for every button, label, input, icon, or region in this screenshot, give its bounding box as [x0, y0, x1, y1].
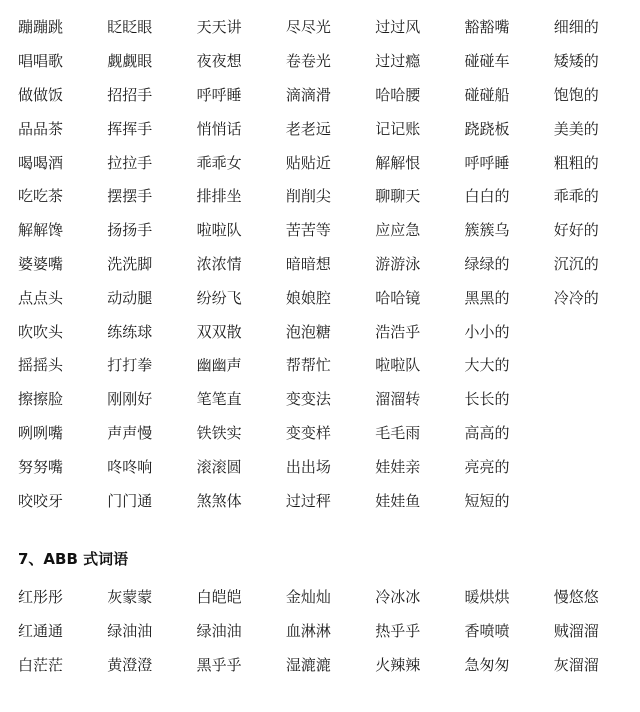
word-cell: 咧咧嘴	[18, 423, 64, 442]
word-cell: 娃娃鱼	[375, 491, 421, 510]
word-cell: 双双散	[196, 322, 242, 341]
word-cell: 摆摆手	[107, 187, 153, 206]
word-row	[18, 614, 640, 648]
word-cell: 香喷喷	[464, 622, 510, 641]
word-row	[18, 10, 640, 44]
word-cell: 悄悄话	[196, 119, 242, 138]
word-cell: 擦擦脸	[18, 390, 64, 409]
word-cell: 门门通	[107, 491, 153, 510]
word-cell: 粗粗的	[553, 153, 599, 172]
word-cell: 碰碰船	[464, 85, 510, 104]
word-cell: 贴贴近	[285, 153, 331, 172]
word-cell: 夜夜想	[196, 52, 242, 71]
word-cell: 长长的	[464, 390, 510, 409]
word-cell: 帮帮忙	[285, 356, 331, 375]
word-cell: 黑黑的	[464, 288, 510, 307]
word-cell: 簇簇乌	[464, 221, 510, 240]
word-cell: 慢悠悠	[553, 588, 599, 607]
word-cell: 白白的	[464, 187, 510, 206]
word-cell: 解解馋	[18, 221, 64, 240]
word-row	[18, 314, 640, 348]
word-cell: 变变样	[285, 423, 331, 442]
word-row	[18, 179, 640, 213]
word-cell: 高高的	[464, 423, 510, 442]
word-cell: 绿绿的	[464, 254, 510, 273]
word-cell: 浓浓情	[196, 254, 242, 273]
word-cell: 应应急	[375, 221, 421, 240]
word-cell: 血淋淋	[285, 622, 331, 641]
word-cell: 蹦蹦跳	[18, 18, 64, 37]
word-cell: 美美的	[553, 119, 599, 138]
word-cell: 咚咚响	[107, 457, 153, 476]
word-cell: 声声慢	[107, 423, 153, 442]
word-cell: 冷冷的	[553, 288, 599, 307]
word-cell: 游游泳	[375, 254, 421, 273]
word-cell: 洗洗脚	[107, 254, 153, 273]
word-cell: 黑乎乎	[196, 655, 242, 674]
word-cell: 跷跷板	[464, 119, 510, 138]
word-cell: 绿油油	[107, 622, 153, 641]
word-cell: 婆婆嘴	[18, 254, 64, 273]
word-cell: 呼呼睡	[464, 153, 510, 172]
word-cell: 出出场	[285, 457, 331, 476]
word-cell: 贼溜溜	[553, 622, 599, 641]
word-cell: 尽尽光	[285, 18, 331, 37]
word-cell: 唱唱歌	[18, 52, 64, 71]
word-row	[18, 483, 640, 517]
word-cell: 哈哈腰	[375, 85, 421, 104]
word-cell: 幽幽声	[196, 356, 242, 375]
word-cell: 咬咬牙	[18, 491, 64, 510]
word-cell: 冷冰冰	[375, 588, 421, 607]
word-cell: 卷卷光	[285, 52, 331, 71]
word-cell: 喝喝酒	[18, 153, 64, 172]
word-cell: 努努嘴	[18, 457, 64, 476]
word-row	[18, 111, 640, 145]
word-cell: 煞煞体	[196, 491, 242, 510]
word-row	[18, 280, 640, 314]
word-cell: 暖烘烘	[464, 588, 510, 607]
word-cell: 滚滚圆	[196, 457, 242, 476]
word-cell: 绿油油	[196, 622, 242, 641]
word-cell: 矮矮的	[553, 52, 599, 71]
word-row	[18, 348, 640, 382]
word-cell: 红彤彤	[18, 588, 64, 607]
word-cell: 品品茶	[18, 119, 64, 138]
word-cell: 纷纷飞	[196, 288, 242, 307]
word-cell: 呼呼睡	[196, 85, 242, 104]
word-cell: 滴滴滑	[285, 85, 331, 104]
word-row	[18, 78, 640, 112]
word-cell: 吹吹头	[18, 322, 64, 341]
word-cell: 削削尖	[285, 187, 331, 206]
word-cell: 啦啦队	[196, 221, 242, 240]
word-cell: 沉沉的	[553, 254, 599, 273]
word-cell: 觑觑眼	[107, 52, 153, 71]
word-cell: 火辣辣	[375, 655, 421, 674]
word-cell: 湿漉漉	[285, 655, 331, 674]
word-cell: 打打拳	[107, 356, 153, 375]
word-row	[18, 213, 640, 247]
word-cell: 饱饱的	[553, 85, 599, 104]
word-row	[18, 145, 640, 179]
word-cell: 溜溜转	[375, 390, 421, 409]
word-cell: 摇摇头	[18, 356, 64, 375]
word-row	[18, 382, 640, 416]
word-cell: 娃娃亲	[375, 457, 421, 476]
word-cell: 小小的	[464, 322, 510, 341]
word-cell: 铁铁实	[196, 423, 242, 442]
section-heading: 7、ABB 式词语	[18, 550, 129, 568]
word-cell: 天天讲	[196, 18, 242, 37]
word-cell: 扬扬手	[107, 221, 153, 240]
word-cell: 短短的	[464, 491, 510, 510]
word-cell: 泡泡糖	[285, 322, 331, 341]
word-cell: 浩浩乎	[375, 322, 421, 341]
word-cell: 娘娘腔	[285, 288, 331, 307]
word-row	[18, 247, 640, 281]
word-cell: 毛毛雨	[375, 423, 421, 442]
word-cell: 过过瘾	[375, 52, 421, 71]
word-cell: 乖乖的	[553, 187, 599, 206]
word-cell: 拉拉手	[107, 153, 153, 172]
word-cell: 白茫茫	[18, 655, 64, 674]
word-cell: 白皑皑	[196, 588, 242, 607]
word-cell: 招招手	[107, 85, 153, 104]
word-cell: 碰碰车	[464, 52, 510, 71]
word-cell: 点点头	[18, 288, 64, 307]
word-cell: 红通通	[18, 622, 64, 641]
word-cell: 乖乖女	[196, 153, 242, 172]
word-row	[18, 580, 640, 614]
abb-word-table	[18, 580, 640, 681]
word-cell: 好好的	[553, 221, 599, 240]
word-cell: 苦苦等	[285, 221, 331, 240]
word-cell: 灰溜溜	[553, 655, 599, 674]
word-cell: 亮亮的	[464, 457, 510, 476]
word-cell: 刚刚好	[107, 390, 153, 409]
word-cell: 啦啦队	[375, 356, 421, 375]
word-cell: 哈哈镜	[375, 288, 421, 307]
word-row	[18, 648, 640, 682]
word-cell: 记记账	[375, 119, 421, 138]
word-cell: 笔笔直	[196, 390, 242, 409]
word-cell: 老老远	[285, 119, 331, 138]
word-row	[18, 416, 640, 450]
word-cell: 黄澄澄	[107, 655, 153, 674]
word-cell: 过过秤	[285, 491, 331, 510]
word-row	[18, 44, 640, 78]
word-cell: 大大的	[464, 356, 510, 375]
aabb-word-table	[18, 10, 640, 517]
word-cell: 挥挥手	[107, 119, 153, 138]
word-cell: 动动腿	[107, 288, 153, 307]
word-cell: 吃吃茶	[18, 187, 64, 206]
word-cell: 暗暗想	[285, 254, 331, 273]
word-cell: 做做饭	[18, 85, 64, 104]
word-cell: 灰蒙蒙	[107, 588, 153, 607]
word-cell: 排排坐	[196, 187, 242, 206]
word-cell: 解解恨	[375, 153, 421, 172]
word-cell: 豁豁嘴	[464, 18, 510, 37]
word-cell: 变变法	[285, 390, 331, 409]
word-cell: 过过风	[375, 18, 421, 37]
word-row	[18, 449, 640, 483]
word-cell: 聊聊天	[375, 187, 421, 206]
word-cell: 练练球	[107, 322, 153, 341]
word-cell: 急匆匆	[464, 655, 510, 674]
word-cell: 热乎乎	[375, 622, 421, 641]
word-cell: 金灿灿	[285, 588, 331, 607]
word-cell: 眨眨眼	[107, 18, 153, 37]
word-cell: 细细的	[553, 18, 599, 37]
